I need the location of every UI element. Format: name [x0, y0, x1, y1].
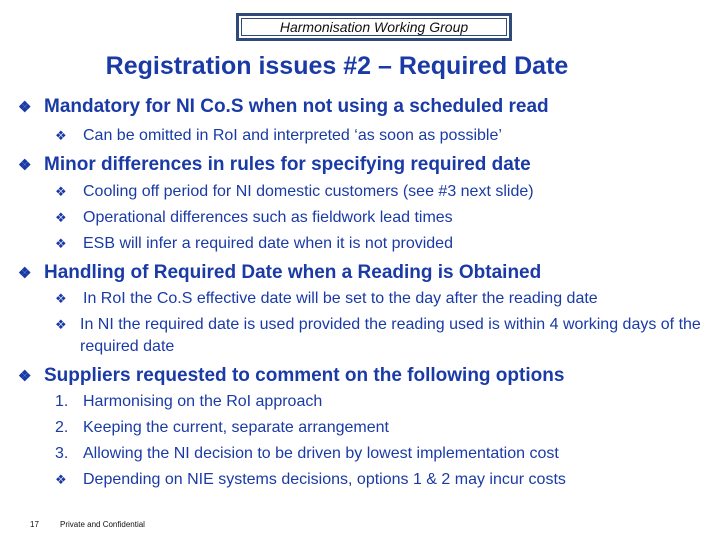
diamond-bullet-icon: ❖	[18, 99, 32, 116]
item-text: Harmonising on the RoI approach	[83, 393, 323, 410]
item-number: 2.	[55, 419, 69, 436]
bullet-text: Suppliers requested to comment on the following options	[44, 365, 565, 386]
numbered-item	[55, 445, 559, 463]
bullet-text: Mandatory for NI Co.S when not using a scheduled read	[44, 96, 549, 117]
bullet-text: In RoI the Co.S effective date will be set to the day after the reading date	[83, 290, 598, 307]
bullet-text: Cooling off period for NI domestic customers (see #3 next slide)	[83, 183, 534, 200]
bullet-l1	[18, 154, 531, 176]
item-number: 3.	[55, 445, 69, 462]
bullet-l2	[55, 290, 598, 308]
bullet-text: Depending on NIE systems decisions, options 1 & 2 may incur costs	[83, 471, 566, 488]
bullet-l2	[55, 183, 534, 201]
diamond-bullet-icon: ❖	[55, 184, 67, 199]
numbered-item	[55, 419, 389, 437]
diamond-bullet-icon: ❖	[18, 157, 32, 174]
bullet-text: Operational differences such as fieldwork lead times	[83, 209, 453, 226]
diamond-bullet-icon: ❖	[55, 317, 67, 332]
header-box	[236, 13, 512, 41]
diamond-bullet-icon: ❖	[18, 265, 32, 282]
bullet-l2	[55, 314, 720, 358]
bullet-text: In NI the required date is used provided the reading used is within 4 working days of the required date	[80, 316, 701, 355]
bullet-text: ESB will infer a required date when it is not provided	[83, 235, 453, 252]
diamond-bullet-icon: ❖	[18, 368, 32, 385]
diamond-bullet-icon: ❖	[55, 210, 67, 225]
item-number: 1.	[55, 393, 69, 410]
diamond-bullet-icon: ❖	[55, 291, 67, 306]
diamond-bullet-icon: ❖	[55, 128, 67, 143]
numbered-item	[55, 393, 322, 411]
bullet-l2	[55, 209, 453, 227]
diamond-bullet-icon: ❖	[55, 236, 67, 251]
header-label: Harmonisation Working Group	[279, 19, 469, 35]
bullet-text: Handling of Required Date when a Reading is Obtained	[44, 262, 542, 283]
bullet-l1	[18, 365, 564, 387]
page-number: 17	[30, 520, 39, 529]
footer-text: Private and Confidential	[60, 520, 145, 529]
bullet-text: Can be omitted in RoI and interpreted ‘as soon as possible’	[83, 127, 502, 144]
item-text: Keeping the current, separate arrangement	[83, 419, 389, 436]
slide-title: Registration issues #2 – Required Date	[105, 52, 569, 80]
bullet-l2	[55, 127, 502, 145]
diamond-bullet-icon: ❖	[55, 472, 67, 487]
bullet-l1	[18, 96, 549, 118]
bullet-l1	[18, 262, 541, 284]
bullet-l2	[55, 235, 453, 253]
bullet-l2	[55, 471, 566, 489]
bullet-text: Minor differences in rules for specifying required date	[44, 154, 531, 175]
item-text: Allowing the NI decision to be driven by lowest implementation cost	[83, 445, 559, 462]
